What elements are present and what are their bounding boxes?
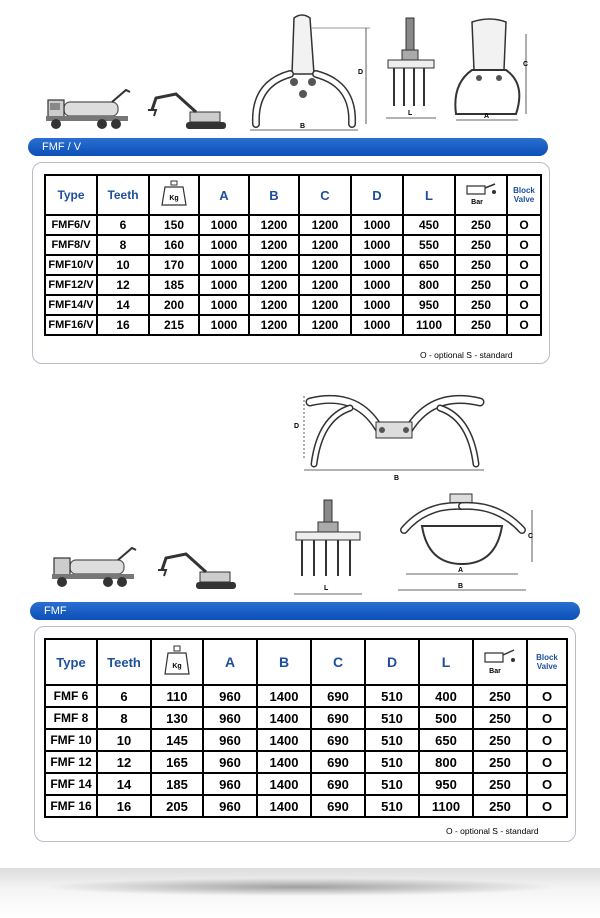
cell-a: 960 xyxy=(203,685,257,707)
cell-type: FMF 8 xyxy=(45,707,97,729)
dim-label-b2b: B xyxy=(458,583,464,590)
cell-block-valve: O xyxy=(507,275,541,295)
excavator-illustration-2 xyxy=(152,550,242,594)
cell-pressure: 250 xyxy=(455,235,507,255)
cell-a: 960 xyxy=(203,729,257,751)
table-row xyxy=(45,751,567,773)
grapple-front-diagram-1 xyxy=(244,14,374,136)
cell-block-valve: O xyxy=(507,215,541,235)
table-row xyxy=(45,729,567,751)
cell-a: 1000 xyxy=(199,255,249,275)
truck-illustration-2 xyxy=(48,546,140,592)
cell-d: 1000 xyxy=(351,315,403,335)
header-l-2: L xyxy=(419,639,473,685)
table-row xyxy=(45,795,567,817)
table-row xyxy=(45,707,567,729)
cell-weight: 170 xyxy=(149,255,199,275)
cell-weight: 130 xyxy=(151,707,203,729)
cell-weight: 110 xyxy=(151,685,203,707)
cell-d: 510 xyxy=(365,773,419,795)
cell-b: 1400 xyxy=(257,685,311,707)
cell-type: FMF16/V xyxy=(45,315,97,335)
dim-label-a: A xyxy=(484,113,490,120)
cell-l: 1100 xyxy=(403,315,455,335)
dim-label-l2: L xyxy=(324,585,329,592)
cell-weight: 165 xyxy=(151,751,203,773)
header-teeth-2: Teeth xyxy=(97,639,151,685)
spec-table-fmf xyxy=(44,638,568,818)
section-title-2: FMF xyxy=(44,605,67,617)
weight-icon xyxy=(160,180,188,206)
cell-type: FMF 12 xyxy=(45,751,97,773)
cell-d: 510 xyxy=(365,707,419,729)
cell-pressure: 250 xyxy=(455,255,507,275)
cell-block-valve: O xyxy=(507,295,541,315)
cell-weight: 145 xyxy=(151,729,203,751)
cell-b: 1400 xyxy=(257,729,311,751)
cell-weight: 160 xyxy=(149,235,199,255)
spec-table-fmfv xyxy=(44,174,542,336)
cell-b: 1200 xyxy=(249,315,299,335)
cell-teeth: 12 xyxy=(97,275,149,295)
header-a: A xyxy=(199,175,249,215)
cell-pressure: 250 xyxy=(455,275,507,295)
header-pressure xyxy=(455,175,507,215)
cell-c: 1200 xyxy=(299,235,351,255)
cell-weight: 185 xyxy=(149,275,199,295)
cell-teeth: 10 xyxy=(97,255,149,275)
cell-block-valve: O xyxy=(527,751,567,773)
cell-type: FMF 14 xyxy=(45,773,97,795)
cell-c: 690 xyxy=(311,685,365,707)
cell-c: 690 xyxy=(311,707,365,729)
cell-a: 1000 xyxy=(199,215,249,235)
dim-label-b: B xyxy=(300,123,306,130)
cell-d: 1000 xyxy=(351,275,403,295)
cell-l: 500 xyxy=(419,707,473,729)
dim-label-c: C xyxy=(523,61,529,68)
table-row xyxy=(45,235,541,255)
table-row xyxy=(45,685,567,707)
header-d-2: D xyxy=(365,639,419,685)
header-c-2: C xyxy=(311,639,365,685)
cell-teeth: 12 xyxy=(97,751,151,773)
dim-label-b2: B xyxy=(394,475,400,482)
cell-b: 1200 xyxy=(249,295,299,315)
cell-teeth: 6 xyxy=(97,685,151,707)
header-weight xyxy=(149,175,199,215)
cell-l: 650 xyxy=(403,255,455,275)
page-shadow xyxy=(0,868,600,918)
cell-pressure: 250 xyxy=(455,295,507,315)
cell-c: 690 xyxy=(311,751,365,773)
header-l: L xyxy=(403,175,455,215)
dim-label-c2: C xyxy=(528,533,534,540)
grapple-open-diagram-1 xyxy=(446,14,536,126)
cell-d: 1000 xyxy=(351,295,403,315)
cell-type: FMF6/V xyxy=(45,215,97,235)
table-row xyxy=(45,215,541,235)
cell-a: 960 xyxy=(203,751,257,773)
grapple-side-diagram-1 xyxy=(380,14,442,126)
section-bar-fmf xyxy=(30,602,580,620)
cell-l: 950 xyxy=(419,773,473,795)
grapple-open-diagram-2 xyxy=(392,490,542,600)
cell-teeth: 14 xyxy=(97,295,149,315)
cell-a: 1000 xyxy=(199,295,249,315)
cell-d: 510 xyxy=(365,751,419,773)
cell-block-valve: O xyxy=(527,773,567,795)
dim-label-d: D xyxy=(358,69,364,76)
cell-b: 1200 xyxy=(249,255,299,275)
oil-can-icon xyxy=(463,180,499,206)
section-bar-fmfv xyxy=(28,138,548,156)
cell-b: 1400 xyxy=(257,795,311,817)
cell-weight: 150 xyxy=(149,215,199,235)
cell-c: 1200 xyxy=(299,315,351,335)
cell-teeth: 10 xyxy=(97,729,151,751)
weight-unit: Kg xyxy=(169,194,179,202)
cell-a: 960 xyxy=(203,773,257,795)
cell-type: FMF14/V xyxy=(45,295,97,315)
cell-l: 550 xyxy=(403,235,455,255)
cell-pressure: 250 xyxy=(455,315,507,335)
cell-c: 1200 xyxy=(299,275,351,295)
cell-teeth: 14 xyxy=(97,773,151,795)
cell-a: 960 xyxy=(203,795,257,817)
header-type: Type xyxy=(45,175,97,215)
oil-can-icon xyxy=(481,645,519,675)
dim-label-l: L xyxy=(408,110,413,117)
cell-block-valve: O xyxy=(527,729,567,751)
cell-block-valve: O xyxy=(507,315,541,335)
cell-block-valve: O xyxy=(527,795,567,817)
cell-pressure: 250 xyxy=(473,751,527,773)
header-block-valve-2: Block Valve xyxy=(527,639,567,685)
cell-block-valve: O xyxy=(507,235,541,255)
cell-b: 1200 xyxy=(249,275,299,295)
table-row xyxy=(45,773,567,795)
pressure-unit: Bar xyxy=(471,198,483,206)
section-title: FMF / V xyxy=(42,141,82,153)
cell-teeth: 16 xyxy=(97,315,149,335)
cell-weight: 205 xyxy=(151,795,203,817)
cell-c: 1200 xyxy=(299,215,351,235)
cell-weight: 200 xyxy=(149,295,199,315)
cell-type: FMF12/V xyxy=(45,275,97,295)
cell-teeth: 8 xyxy=(97,707,151,729)
cell-a: 1000 xyxy=(199,315,249,335)
cell-block-valve: O xyxy=(527,707,567,729)
header-block-valve: Block Valve xyxy=(507,175,541,215)
cell-type: FMF10/V xyxy=(45,255,97,275)
cell-l: 800 xyxy=(419,751,473,773)
cell-d: 510 xyxy=(365,729,419,751)
header-c: C xyxy=(299,175,351,215)
header-pressure-2 xyxy=(473,639,527,685)
header-teeth: Teeth xyxy=(97,175,149,215)
legend-note-2: O - optional S - standard xyxy=(446,826,539,836)
cell-type: FMF 16 xyxy=(45,795,97,817)
cell-l: 1100 xyxy=(419,795,473,817)
cell-c: 690 xyxy=(311,795,365,817)
cell-pressure: 250 xyxy=(473,685,527,707)
weight-unit-2: Kg xyxy=(172,662,182,670)
cell-type: FMF8/V xyxy=(45,235,97,255)
cell-weight: 215 xyxy=(149,315,199,335)
cell-c: 690 xyxy=(311,773,365,795)
truck-illustration xyxy=(42,86,134,134)
cell-l: 950 xyxy=(403,295,455,315)
cell-b: 1400 xyxy=(257,773,311,795)
cell-block-valve: O xyxy=(507,255,541,275)
cell-b: 1400 xyxy=(257,707,311,729)
cell-b: 1200 xyxy=(249,215,299,235)
cell-a: 960 xyxy=(203,707,257,729)
header-b-2: B xyxy=(257,639,311,685)
cell-c: 1200 xyxy=(299,255,351,275)
cell-a: 1000 xyxy=(199,275,249,295)
cell-type: FMF 6 xyxy=(45,685,97,707)
cell-l: 650 xyxy=(419,729,473,751)
header-type-2: Type xyxy=(45,639,97,685)
cell-l: 450 xyxy=(403,215,455,235)
cell-a: 1000 xyxy=(199,235,249,255)
header-d: D xyxy=(351,175,403,215)
pressure-unit-2: Bar xyxy=(489,667,501,675)
cell-pressure: 250 xyxy=(473,729,527,751)
excavator-illustration xyxy=(146,88,232,134)
header-b: B xyxy=(249,175,299,215)
cell-d: 510 xyxy=(365,685,419,707)
cell-pressure: 250 xyxy=(473,707,527,729)
table-row xyxy=(45,255,541,275)
cell-d: 1000 xyxy=(351,215,403,235)
cell-teeth: 16 xyxy=(97,795,151,817)
table-row xyxy=(45,315,541,335)
cell-c: 1200 xyxy=(299,295,351,315)
cell-l: 400 xyxy=(419,685,473,707)
cell-pressure: 250 xyxy=(455,215,507,235)
cell-block-valve: O xyxy=(527,685,567,707)
header-weight-2 xyxy=(151,639,203,685)
cell-b: 1200 xyxy=(249,235,299,255)
grapple-top-diagram-2 xyxy=(290,388,498,488)
grapple-side-diagram-2 xyxy=(288,496,368,606)
cell-weight: 185 xyxy=(151,773,203,795)
legend-note: O - optional S - standard xyxy=(420,350,513,360)
cell-type: FMF 10 xyxy=(45,729,97,751)
header-a-2: A xyxy=(203,639,257,685)
cell-b: 1400 xyxy=(257,751,311,773)
cell-d: 1000 xyxy=(351,235,403,255)
cell-teeth: 8 xyxy=(97,235,149,255)
cell-l: 800 xyxy=(403,275,455,295)
cell-teeth: 6 xyxy=(97,215,149,235)
table-row xyxy=(45,295,541,315)
cell-pressure: 250 xyxy=(473,773,527,795)
weight-icon xyxy=(163,645,191,675)
cell-d: 510 xyxy=(365,795,419,817)
cell-c: 690 xyxy=(311,729,365,751)
table-row xyxy=(45,275,541,295)
dim-label-d2: D xyxy=(294,423,300,430)
cell-d: 1000 xyxy=(351,255,403,275)
dim-label-a2: A xyxy=(458,567,464,574)
cell-pressure: 250 xyxy=(473,795,527,817)
